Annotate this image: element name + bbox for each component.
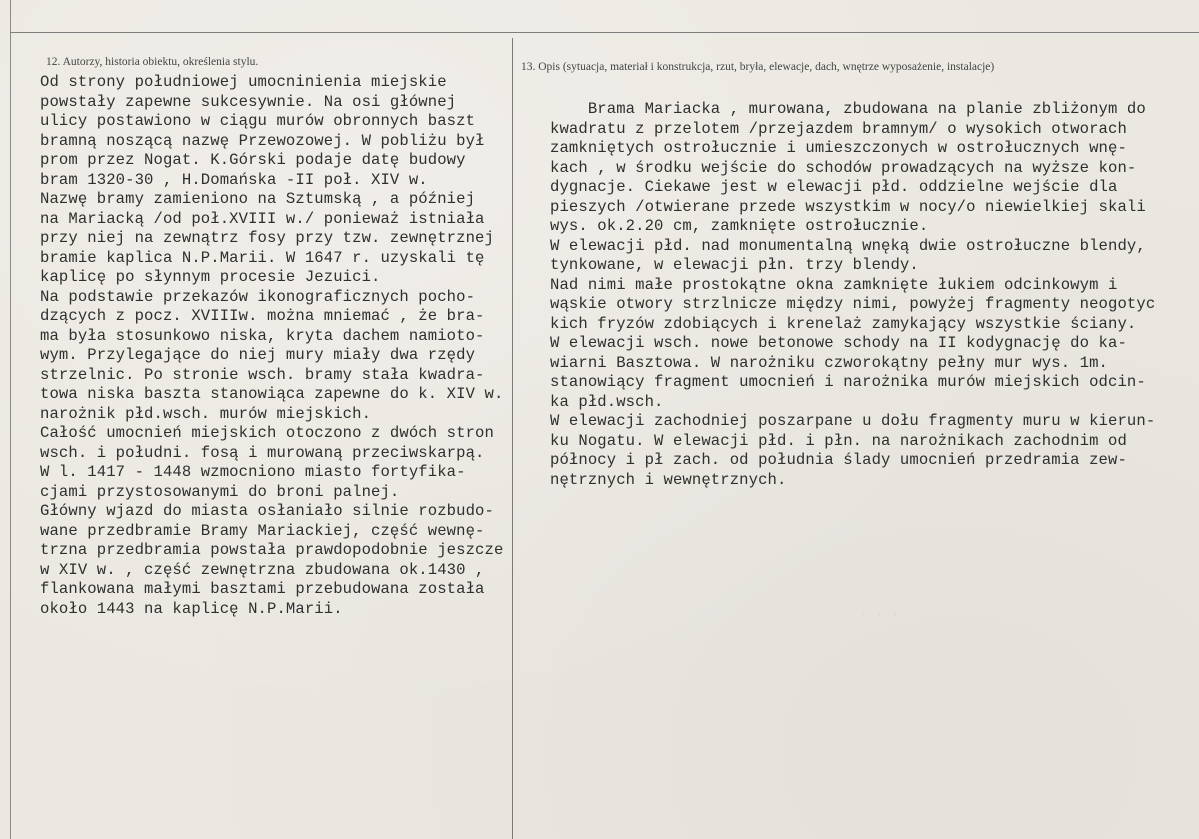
text-line: północy i pł zach. od południa ślady umocnień przedramia zew- <box>550 451 1127 469</box>
text-line: narożnik płd.wsch. murów miejskich. <box>40 404 372 423</box>
text-line: powstały zapewne sukcesywnie. Na osi głównej <box>40 92 457 111</box>
text-line: Nad nimi małe prostokątne okna zamknięte łukiem odcinkowym i <box>550 275 1118 294</box>
text-line: w XIV w. , część zewnętrzna zbudowana ok.1430 , <box>40 560 485 579</box>
text-line: W elewacji zachodniej poszarpane u dołu fragmenty muru w kierun- <box>550 412 1156 430</box>
text-line: cjami przystosowanymi do broni palnej. <box>40 482 400 501</box>
text-line: wane przedbramie Bramy Mariackiej, część wewnę- <box>40 521 485 540</box>
text-line: towa niska baszta stanowiąca zapewne do k. XIV w. <box>40 385 504 403</box>
text-line: strzelnic. Po stronie wsch. bramy stała kwadra- <box>40 365 485 384</box>
top-rule-line <box>10 32 1199 33</box>
text-line: ku Nogatu. W elewacji płd. i płn. na narożnikach zachodnim od <box>550 431 1127 450</box>
section-13-text <box>550 100 1195 490</box>
text-line: Na podstawie przekazów ikonograficznych pocho- <box>40 287 476 306</box>
text-line: kwadratu z przelotem /przejazdem bramnym/ o wysokich otworach <box>550 119 1127 138</box>
text-line: około 1443 na kaplicę N.P.Marii. <box>40 599 343 618</box>
text-line: ulicy postawiono w ciągu murów obronnych baszt <box>40 112 476 130</box>
text-line: wiarni Basztowa. W narożniku czworokątny pełny mur wys. 1m. <box>550 353 1109 372</box>
text-line: ma była stosunkowo niska, kryta dachem namioto- <box>40 326 485 345</box>
text-line: wąskie otwory strzlnicze między nimi, powyżej fragmenty neogotyc <box>550 295 1156 313</box>
text-line: Brama Mariacka , murowana, zbudowana na planie zbliżonym do <box>550 100 1146 118</box>
text-line: Główny wjazd do miasta osłaniało silnie rozbudo- <box>40 502 494 520</box>
text-line: W elewacji płd. nad monumentalną wnęką dwie ostrołuczne blendy, <box>550 236 1146 255</box>
section-12-text <box>40 73 535 619</box>
text-line: bram 1320-30 , H.Domańska -II poł. XIV w. <box>40 170 428 189</box>
text-line: prom przez Nogat. K.Górski podaje datę budowy <box>40 151 466 169</box>
text-line: na Mariacką /od poł.XVIII w./ ponieważ istniała <box>40 209 485 228</box>
bleed-through-mark: . . . <box>90 702 130 717</box>
text-line: stanowiący fragment umocnień i narożnika murów miejskich odcin- <box>550 373 1146 391</box>
bleed-through-mark: . . . <box>860 604 900 619</box>
text-line: nętrznych i wewnętrznych. <box>550 470 787 489</box>
text-line: tynkowane, w elewacji płn. trzy blendy. <box>550 256 919 274</box>
text-line: wsch. i południ. fosą i murowaną przeciwskarpą. <box>40 443 485 462</box>
text-line: przy niej na zewnątrz fosy przy tzw. zewnętrznej <box>40 229 494 247</box>
text-line: Od strony południowej umocninienia miejskie <box>40 73 447 91</box>
text-line: dzących z pocz. XVIIIw. można mniemać , że bra- <box>40 307 485 325</box>
text-line: dygnacje. Ciekawe jest w elewacji płd. oddzielne wejście dla <box>550 178 1118 196</box>
text-line: zamkniętych ostrołucznie i umieszczonych w ostrołucznych wnę- <box>550 139 1127 157</box>
text-line: Całość umocnień miejskich otoczono z dwóch stron <box>40 424 494 442</box>
section-12-heading: 12. Autorzy, historia obiektu, określenia stylu. <box>46 56 259 68</box>
text-line: pieszych /otwierane przede wszystkim w nocy/o niewielkiej skali <box>550 197 1146 216</box>
text-line: kich fryzów zdobiących i krenelaż zamykający wszystkie ściany. <box>550 314 1137 333</box>
text-line: bramie kaplica N.P.Marii. W 1647 r. uzyskali tę <box>40 248 485 267</box>
text-line: W elewacji wsch. nowe betonowe schody na II kodygnację do ka- <box>550 334 1127 352</box>
left-margin-line <box>10 0 11 839</box>
text-line: bramną noszącą nazwę Przewozowej. W pobliżu był <box>40 131 485 150</box>
text-line: Nazwę bramy zamieniono na Sztumską , a później <box>40 190 476 208</box>
text-line: kaplicę po słynnym procesie Jezuici. <box>40 268 381 286</box>
text-line: wys. ok.2.20 cm, zamknięte ostrołucznie. <box>550 217 929 235</box>
text-line: ka płd.wsch. <box>550 392 664 411</box>
text-line: trzna przedbramia powstała prawdopodobnie jeszcze <box>40 541 504 559</box>
text-line: W l. 1417 - 1448 wzmocniono miasto fortyfika- <box>40 463 466 481</box>
section-13-heading: 13. Opis (sytuacja, materiał i konstrukcja, rzut, bryła, elewacje, dach, wnętrze wyposażenie, instalacje) <box>521 61 995 73</box>
text-line: flankowana małymi basztami przebudowana została <box>40 580 485 598</box>
text-line: wym. Przylegające do niej mury miały dwa rzędy <box>40 346 476 364</box>
text-line: kach , w środku wejście do schodów prowadzących na wyższe kon- <box>550 158 1137 177</box>
